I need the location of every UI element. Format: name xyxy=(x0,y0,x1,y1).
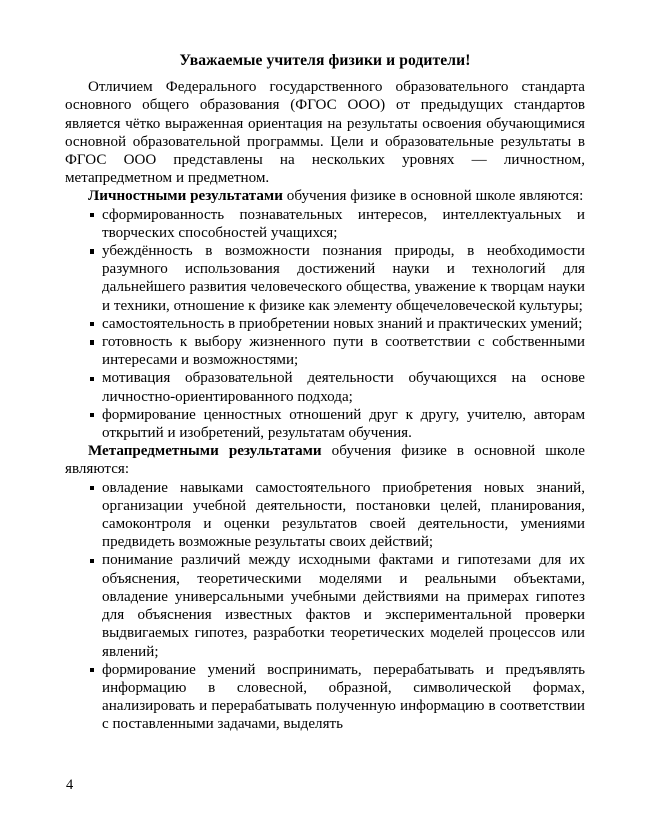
list-item-text: готовность к выбору жизненного пути в соответствии с собственными интересами и возможностями; xyxy=(102,334,585,369)
list-item xyxy=(65,315,585,333)
square-bullet-icon xyxy=(90,322,94,326)
page-title: Уважаемые учителя физики и родители! xyxy=(179,52,471,69)
metasubject-results-lead xyxy=(65,442,585,478)
square-bullet-icon xyxy=(90,413,94,417)
page-content xyxy=(65,52,585,734)
metasubject-results-term: Метапредметными результатами xyxy=(88,443,322,460)
personal-results-lead-rest: обучения физике в основной школе являются: xyxy=(282,188,584,205)
list-item xyxy=(65,242,585,315)
list-item-text: мотивация образовательной деятельности обучающихся на основе личностно-ориентированного подхода; xyxy=(102,370,585,405)
metasubject-results-list xyxy=(65,479,585,734)
list-item-text: формирование умений воспринимать, перерабатывать и предъявлять информацию в словесной, образной, символической формах, анализировать и перерабатывать полученную информацию в соответствии с поставленными задачами, выделять xyxy=(102,661,585,733)
square-bullet-icon xyxy=(90,559,94,563)
metasubject-results-lead-rest: обучения физике в основной школе являются: xyxy=(65,443,585,478)
list-item-text: формирование ценностных отношений друг к другу, учителю, авторам открытий и изобретений, результатам обучения. xyxy=(102,406,585,442)
list-item xyxy=(65,206,585,242)
list-item-text: понимание различий между исходными фактами и гипотезами для их объяснения, теоретическими моделями и реальными объектами, овладение универсальными учебными действиями на примерах гипотез для объяснения известных фактов и экспериментальной проверки выдвигаемых гипотез, разработки теоретических моделей процессов или явлений; xyxy=(102,552,585,660)
list-item xyxy=(65,479,585,552)
list-item-text: убеждённость в возможности познания природы, в необходимости разумного использования достижений науки и технологий для дальнейшего развития человеческого общества, уважение к творцам науки и техники, отношение к физике как элементу общечеловеческой культуры; xyxy=(102,243,585,314)
list-item xyxy=(65,333,585,369)
square-bullet-icon xyxy=(90,668,94,672)
list-item xyxy=(65,369,585,405)
intro-paragraph: Отличием Федерального государственного образовательного стандарта основного общего образования (ФГОС ООО) от предыдущих стандартов является чётко выраженная ориентация на результаты освоения обучающимися основной образовательной программы. Цели и образовательные результаты в ФГОС ООО представлены на нескольких уровнях — личностном, метапредметном и предметном. xyxy=(65,79,585,187)
list-item-text: сформированность познавательных интересов, интеллектуальных и творческих способностей учащихся; xyxy=(102,206,585,241)
page-number: 4 xyxy=(66,777,74,793)
list-item-text: овладение навыками самостоятельного приобретения новых знаний, организации учебной деятельности, постановки целей, планирования, самоконтроля и оценки результатов своей деятельности, умениями предвидеть возможные результаты своих действий; xyxy=(102,479,585,551)
list-item xyxy=(65,551,585,660)
square-bullet-icon xyxy=(90,249,94,253)
list-item xyxy=(65,406,585,442)
personal-results-list xyxy=(65,206,585,443)
personal-results-lead xyxy=(65,187,585,205)
square-bullet-icon xyxy=(90,213,94,217)
square-bullet-icon xyxy=(90,340,94,344)
list-item-text: самостоятельность в приобретении новых знаний и практических умений; xyxy=(102,315,583,332)
personal-results-term: Личностными результатами xyxy=(88,188,283,205)
list-item xyxy=(65,661,585,734)
square-bullet-icon xyxy=(90,377,94,381)
square-bullet-icon xyxy=(90,486,94,490)
